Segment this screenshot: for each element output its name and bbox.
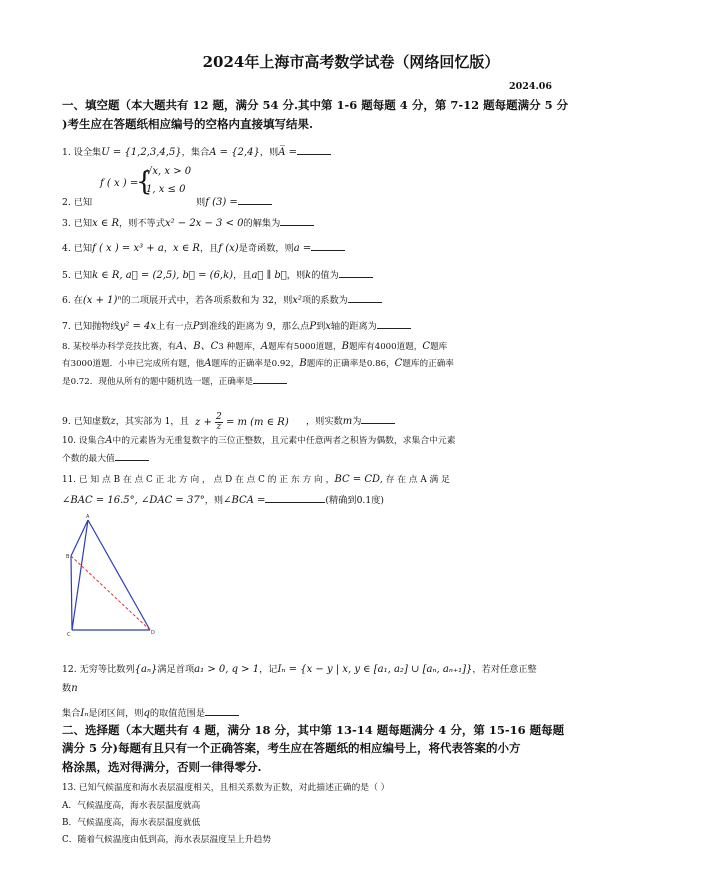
question-13-stem: 13. 已知气候温度和海水表层温度相关，且相关系数为正数，对此描述正确的是（ ）	[62, 783, 390, 793]
answer-blank[interactable]	[339, 277, 373, 278]
answer-blank[interactable]	[205, 715, 239, 716]
label-c: C	[67, 632, 71, 638]
triangle-figure	[58, 512, 168, 640]
page-title: 2024年上海市高考数学试卷（网络回忆版）	[202, 53, 500, 71]
answer-blank[interactable]	[311, 250, 345, 251]
question-6: 6. 在(x + 1)ⁿ的二项展开式中，若各项系数和为 32，则x²项的系数为	[62, 292, 382, 306]
question-12-line1: 12. 无穷等比数列{aₙ}满足首项a₁ > 0, q > 1，记Iₙ = {x − y | x, y ∈ [a₁, a₂] ∪ [aₙ, aₙ₊₁]}，若对任意正整	[62, 664, 537, 675]
question-11-line1: 11. 已 知 点 B 在 点 C 正 北 方 向 ， 点 D 在 点 C 的 正 东 方 向 ，BC = CD, 存 在 点 A 满 足	[62, 474, 450, 485]
answer-blank[interactable]	[297, 154, 331, 155]
q1-complement: A̅ =	[278, 147, 297, 158]
q9-ask: ，则实数m为	[306, 413, 395, 427]
section1-heading-line1: 一、填空题（本大题共有 12 题，满分 54 分.其中第 1-6 题每题 4 分，第 7-12 题每题满分 5 分	[62, 98, 569, 112]
q2-brace: {	[136, 167, 153, 197]
question-2-label: 2. 已知	[62, 197, 93, 208]
answer-blank[interactable]	[253, 383, 287, 384]
question-4: 4. 已知f ( x ) = x³ + a，x ∈ R，且f (x)是奇函数，则a =	[62, 240, 345, 254]
question-10-line2: 个数的最大值	[62, 451, 149, 464]
question-3: 3. 已知x ∈ R，则不等式x² − 2x − 3 < 0的解集为	[62, 215, 314, 229]
question-12-line2: 数n	[62, 683, 78, 694]
q2-ask: 则f (3) =	[196, 194, 272, 208]
answer-blank[interactable]	[361, 423, 395, 424]
edge-bd-dashed	[71, 556, 150, 630]
section2-heading-line1: 二、选择题（本大题共有 4 题，满分 18 分，其中第 13-14 题每题满分 4 分，第 15-16 题每题	[62, 723, 565, 737]
section2-heading-line3: 格涂黑，选对得满分，否则一律得零分.	[62, 760, 262, 774]
answer-blank[interactable]	[115, 460, 149, 461]
q1-set-u: U = {1,2,3,4,5}	[101, 147, 182, 158]
question-8-line2: 有3000道题．小申已完成所有题，他A题库的正确率是0.92，B题库的正确率是0.86，C题库的正确率	[62, 358, 454, 369]
exam-date: 2024.06	[509, 81, 552, 92]
edge-ad	[88, 520, 150, 630]
q13-option-b[interactable]: B．气候温度高，海水表层温度就低	[62, 818, 201, 828]
section1-heading-line2: )考生应在答题纸相应编号的空格内直接填写结果.	[62, 117, 313, 131]
q9-equation: z + $\frac{2}{z}$ = m (m ∈ R)	[195, 412, 289, 432]
question-8-line1: 8. 某校举办科学竞技比赛，有A、B、C3 种题库，A题库有5000道题，B题库有4000道题，C题库	[62, 341, 448, 352]
question-11-line2: ∠BAC = 16.5°, ∠DAC = 37°，则∠BCA = (精确到0.1度)	[62, 495, 384, 506]
q2-case1: √x, x > 0	[146, 166, 192, 177]
question-1: 1. 设全集U = {1,2,3,4,5}，集合A = {2,4}，则A̅ =	[62, 144, 331, 158]
question-7: 7. 已知抛物线y² = 4x上有一点P到准线的距离为 9，那么点P到x轴的距离为	[62, 318, 411, 332]
label-d: D	[151, 630, 155, 636]
question-12-line3: 集合Iₙ是闭区间，则q的取值范围是	[62, 705, 239, 719]
answer-blank[interactable]	[377, 328, 411, 329]
q2-case2: 1, x ≤ 0	[146, 184, 186, 195]
question-5: 5. 已知k ∈ R, a⃗ = (2,5), b⃗ = (6,k)，且a⃗ ∥ b⃗，则k的值为	[62, 267, 373, 281]
q13-option-a[interactable]: A．气候温度高，海水表层温度就高	[62, 801, 201, 811]
q9-fraction: $\frac{2}{z}$	[216, 412, 222, 432]
answer-blank[interactable]	[280, 225, 314, 226]
label-a: A	[86, 514, 90, 520]
edge-bc	[71, 556, 72, 630]
question-9: 9. 已知虚数z，其实部为 1，且	[62, 416, 189, 427]
answer-blank[interactable]	[348, 302, 382, 303]
question-8-line3: 是0.72．现他从所有的题中随机选一题，正确率是	[62, 375, 287, 387]
label-b: B	[66, 554, 70, 560]
question-10-line1: 10. 设集合A中的元素皆为无重复数字的三位正整数，且元素中任意两者之积皆为偶数，求集合中元素	[62, 435, 456, 446]
section2-heading-line2: 满分 5 分)每题有且只有一个正确答案，考生应在答题纸的相应编号上，将代表答案的小方	[62, 741, 521, 755]
answer-blank[interactable]	[265, 502, 325, 503]
answer-blank[interactable]	[238, 204, 272, 205]
q2-fx: f ( x ) =	[100, 178, 139, 189]
q13-option-c[interactable]: C．随着气候温度由低到高，海水表层温度呈上升趋势	[62, 835, 272, 845]
q1-set-a: A = {2,4}	[209, 147, 260, 158]
